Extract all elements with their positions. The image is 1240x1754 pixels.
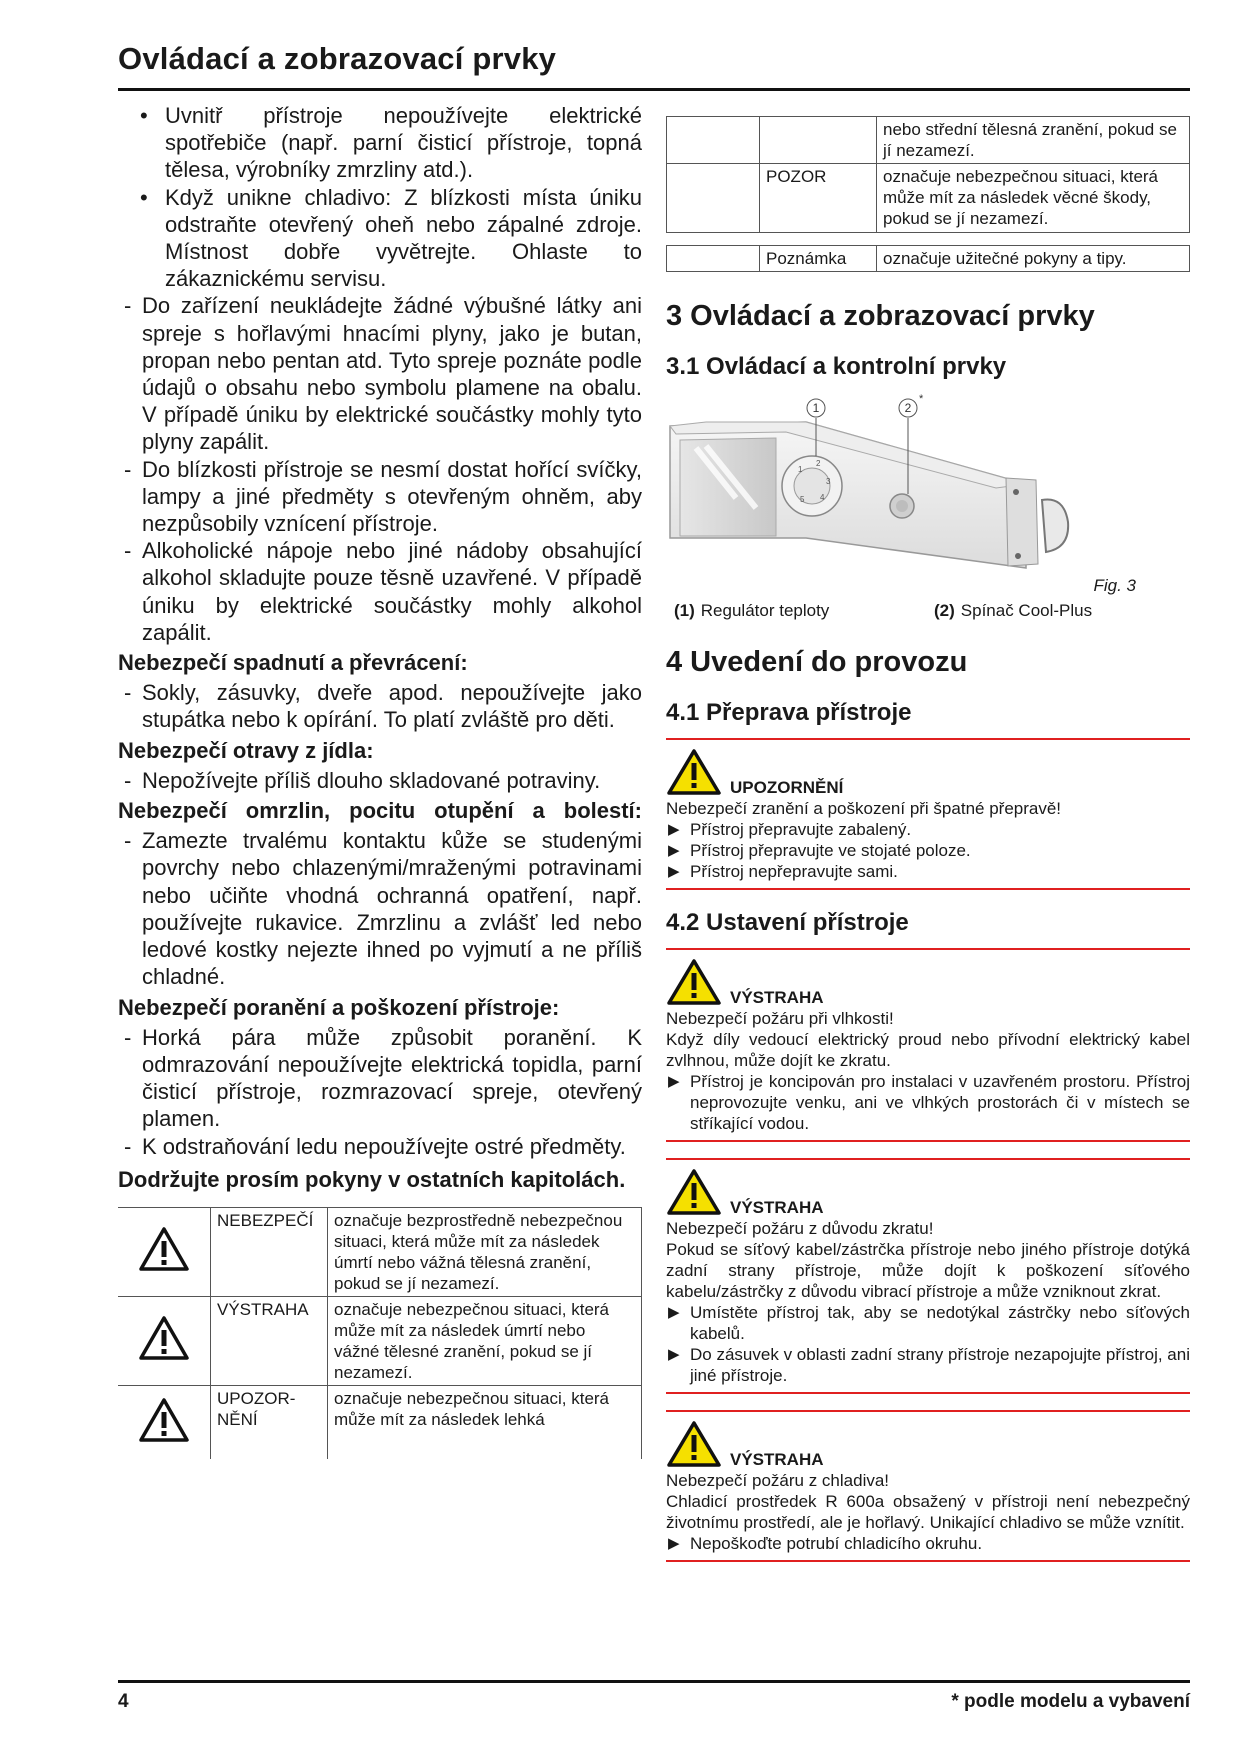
empty-icon-cell (667, 246, 760, 272)
warning-header (666, 958, 1190, 1008)
warning-title: VÝSTRAHA (730, 1450, 824, 1469)
list-marker: - (124, 828, 132, 854)
warning-title: VÝSTRAHA (730, 1198, 824, 1217)
arrow-right-icon: ▶ (668, 842, 680, 859)
list-marker: - (124, 1133, 132, 1159)
list-item (118, 1024, 642, 1133)
page-number: 4 (118, 1691, 129, 1712)
figure-controls (666, 388, 1190, 600)
svg-text:1: 1 (798, 465, 803, 474)
signal-desc: označuje nebezpečnou situaci, která může mít za následek lehká (328, 1385, 642, 1459)
heading-fall: Nebezpečí spadnutí a převrácení: (118, 650, 468, 676)
signal-word: VÝSTRAHA (211, 1296, 328, 1385)
signal-word (760, 117, 877, 164)
list-marker: - (124, 680, 132, 706)
list-text: Alkoholické nápoje nebo jiné nádoby obsahující alkohol skladujte pouze těsně uzavřené. V případě úniku by elektrické součástky mohly alkohol zapálit. (142, 538, 642, 645)
svg-text:4: 4 (820, 493, 825, 502)
footer-note: * podle modelu a vybavení (951, 1691, 1190, 1712)
empty-icon-cell (667, 117, 760, 164)
warning-header (666, 1168, 1190, 1218)
list-text: Horká pára může způsobit poranění. K odmrazování nepoužívejte elektrická topidla, parní čisticí přístroje, rozmrazovací spreje, otevřený plamen. (142, 1024, 642, 1132)
closing-note: Dodržujte prosím pokyny v ostatních kapitolách. (118, 1166, 626, 1192)
arrow-right-icon: ▶ (668, 821, 680, 838)
warning-instruction-text: Umístěte přístroj tak, aby se nedotýkal zástrčky nebo síťových kabelů. (690, 1303, 1190, 1343)
page-footer (118, 1680, 1190, 1712)
warning-box-refrigerant (666, 1410, 1190, 1562)
warning-triangle-icon (118, 1207, 211, 1296)
signal-table-continued (666, 116, 1190, 233)
arrow-right-icon: ▶ (668, 863, 680, 880)
list-text: Uvnitř přístroje nepoužívejte elektrické spotřebiče (např. parní čisticí přístroje, topná tělesa, výrobníky zmrzliny atd.). (165, 103, 642, 183)
warning-instruction (666, 1302, 1190, 1344)
warning-triangle-icon (118, 1385, 211, 1459)
list-item (118, 1133, 642, 1160)
arrow-right-icon: ▶ (668, 1535, 680, 1552)
injury-list (118, 1024, 642, 1160)
svg-text:2: 2 (816, 459, 821, 468)
warning-box-transport (666, 738, 1190, 890)
heading-frost: Nebezpečí omrzlin, pocitu otupění a bolestí: (118, 798, 642, 824)
right-column (666, 116, 1190, 1562)
list-item (118, 102, 642, 184)
signal-word: POZOR (760, 164, 877, 233)
warning-instruction-text: Přístroj přepravujte zabalený. (690, 820, 912, 839)
warning-triangle-icon (118, 1296, 211, 1385)
warning-header (666, 748, 1190, 798)
note-table (666, 245, 1190, 272)
table-row (667, 246, 1190, 272)
list-marker: • (140, 184, 148, 210)
list-marker: - (124, 293, 132, 319)
warning-instruction-text: Přístroj je koncipován pro instalaci v uzavřeném prostoru. Přístroj neprovozujte venku, ani ve vlhkých prostorách či v místech se stříkající vodou. (690, 1072, 1190, 1133)
list-item (118, 679, 642, 733)
warning-instruction-text: Nepoškoďte potrubí chladicího okruhu. (690, 1534, 983, 1553)
fall-list (118, 679, 642, 733)
signal-desc: označuje nebezpečnou situaci, která může mít za následek úmrtí nebo vážné tělesné zranění, pokud se jí nezamezí. (328, 1296, 642, 1385)
list-item (118, 537, 642, 646)
list-marker: • (140, 103, 148, 128)
callout-2-star: * (919, 393, 924, 405)
list-text: Nepožívejte příliš dlouho skladované potraviny. (142, 767, 601, 793)
figure-caption: Fig. 3 (1093, 576, 1136, 595)
warning-instruction (666, 819, 1190, 840)
signal-desc: označuje nebezpečnou situaci, která může mít za následek věcné škody, pokud se jí nezamezí. (877, 164, 1190, 233)
signal-word: NEBEZPEČÍ (211, 1207, 328, 1296)
warning-title: UPOZORNĚNÍ (730, 778, 844, 797)
list-marker: - (124, 538, 132, 564)
list-marker: - (124, 767, 132, 793)
section-4-title: 4 Uvedení do provozu (666, 646, 968, 678)
warning-box-short-circuit (666, 1158, 1190, 1394)
list-marker: - (124, 456, 132, 482)
heading-food: Nebezpečí otravy z jídla: (118, 737, 374, 763)
frost-list (118, 827, 642, 990)
list-text: Do blízkosti přístroje se nesmí dostat hořící svíčky, lampy a jiné předměty s otevřeným ohněm, aby nezpůsobily vznícení přístroje. (142, 456, 642, 537)
warning-instruction (666, 1533, 1190, 1554)
warning-text: Pokud se síťový kabel/zástrčka přístroje nebo jiného přístroje dotýká zadní strany přístroje, může dojít k poškození síťového kabelu/zástrčky z důvodu vibrací přístroje a může vzniknout zkrat. (666, 1240, 1190, 1301)
list-item (118, 456, 642, 538)
warning-text: Nebezpečí požáru z důvodu zkratu! (666, 1219, 934, 1238)
warning-text: Nebezpečí požáru při vlhkosti! (666, 1009, 894, 1028)
list-text: Sokly, zásuvky, dveře apod. nepoužívejte jako stupátka nebo k opírání. To platí zvláště pro děti. (142, 680, 642, 733)
warning-header (666, 1420, 1190, 1470)
note-word: Poznámka (760, 246, 877, 272)
legend-item-1: (1) Regulátor teploty (674, 601, 830, 620)
arrow-right-icon: ▶ (668, 1073, 680, 1090)
legend-item-2: (2) Spínač Cool-Plus (934, 601, 1093, 620)
note-desc: označuje užitečné pokyny a tipy. (877, 246, 1190, 272)
section-4-2-title: 4.2 Ustavení přístroje (666, 909, 909, 936)
heading-injury: Nebezpečí poranění a poškození přístroje: (118, 994, 560, 1020)
svg-text:5: 5 (800, 495, 805, 504)
callout-1: 1 (812, 401, 820, 415)
table-row (667, 164, 1190, 233)
warning-instruction-text: Přístroj nepřepravujte sami. (690, 862, 898, 881)
food-list (118, 767, 642, 794)
table-row (118, 1207, 642, 1296)
warning-text: Chladicí prostředek R 600a obsažený v přístroji není nebezpečný životnímu prostředí, ale je hořlavý. Unikající chladivo se může vznítit. (666, 1492, 1190, 1532)
svg-text:3: 3 (826, 477, 831, 486)
arrow-right-icon: ▶ (668, 1304, 680, 1321)
figure-legend (666, 600, 1190, 624)
warning-title: VÝSTRAHA (730, 988, 824, 1007)
warning-text: Nebezpečí požáru z chladiva! (666, 1471, 890, 1490)
left-column (118, 102, 642, 1459)
arrow-right-icon: ▶ (668, 1346, 680, 1363)
list-text: Když unikne chladivo: Z blízkosti místa úniku odstraňte otevřený oheň nebo zápalné zdroje. Místnost dobře vyvětrejte. Ohlaste to zákaznickému servisu. (165, 184, 642, 292)
warning-box-moisture (666, 948, 1190, 1142)
list-item (118, 827, 642, 990)
warning-instruction-text: Přístroj přepravujte ve stojaté poloze. (690, 841, 971, 860)
warning-instruction (666, 840, 1190, 861)
signal-desc: označuje bezprostředně nebezpečnou situaci, která může mít za následek úmrtí nebo vážná tělesná zranění, pokud se jí nezamezí. (328, 1207, 642, 1296)
page-header (118, 34, 1190, 91)
warning-text: Když díly vedoucí elektrický proud nebo přívodní elektrický kabel zvlhnou, může dojít ke zkratu. (666, 1030, 1190, 1070)
warning-instruction-text: Do zásuvek v oblasti zadní strany přístroje nezapojujte přístroj, ani jiné přístroje. (690, 1345, 1190, 1385)
section-3-1-title: 3.1 Ovládací a kontrolní prvky (666, 353, 1007, 380)
signal-word: UPOZOR-NĚNÍ (211, 1385, 328, 1459)
callout-2: 2 (904, 401, 912, 415)
list-text: K odstraňování ledu nepoužívejte ostré předměty. (142, 1133, 626, 1159)
list-item (118, 184, 642, 293)
list-text: Do zařízení neukládejte žádné výbušné látky ani spreje s hořlavými hnacími plyny, jako je butan, propan nebo pentan atd. Tyto spreje poznáte podle údajů o obsahu nebo symbolu plamene na obalu. V případě úniku by elektrické součástky mohly tyto plyny zapálit. (142, 293, 642, 455)
list-item (118, 292, 642, 455)
empty-icon-cell (667, 164, 760, 233)
warning-instruction (666, 861, 1190, 882)
list-item (118, 767, 642, 794)
warning-instruction (666, 1071, 1190, 1134)
table-row (118, 1385, 642, 1459)
section-3-title: 3 Ovládací a zobrazovací prvky (666, 300, 1095, 332)
intro-list (118, 102, 642, 646)
warning-text: Nebezpečí zranění a poškození při špatné přepravě! (666, 799, 1062, 818)
section-4-1-title: 4.1 Přeprava přístroje (666, 699, 912, 726)
signal-word-table (118, 1207, 642, 1460)
table-row (667, 117, 1190, 164)
page-title: Ovládací a zobrazovací prvky (118, 41, 557, 76)
list-text: Zamezte trvalému kontaktu kůže se studenými povrchy nebo chlazenými/mraženými potravinami nebo učiňte vhodná ochranná opatření, např. používejte rukavice. Zmrzlinu a zvlášť led nebo ledové kostky nejezte ihned po vyjmutí a ne příliš chladné. (142, 828, 642, 990)
signal-desc: nebo střední tělesná zranění, pokud se jí nezamezí. (877, 117, 1190, 164)
list-marker: - (124, 1024, 132, 1050)
control-panel-illustration (666, 388, 1190, 600)
table-row (118, 1296, 642, 1385)
warning-instruction (666, 1344, 1190, 1386)
